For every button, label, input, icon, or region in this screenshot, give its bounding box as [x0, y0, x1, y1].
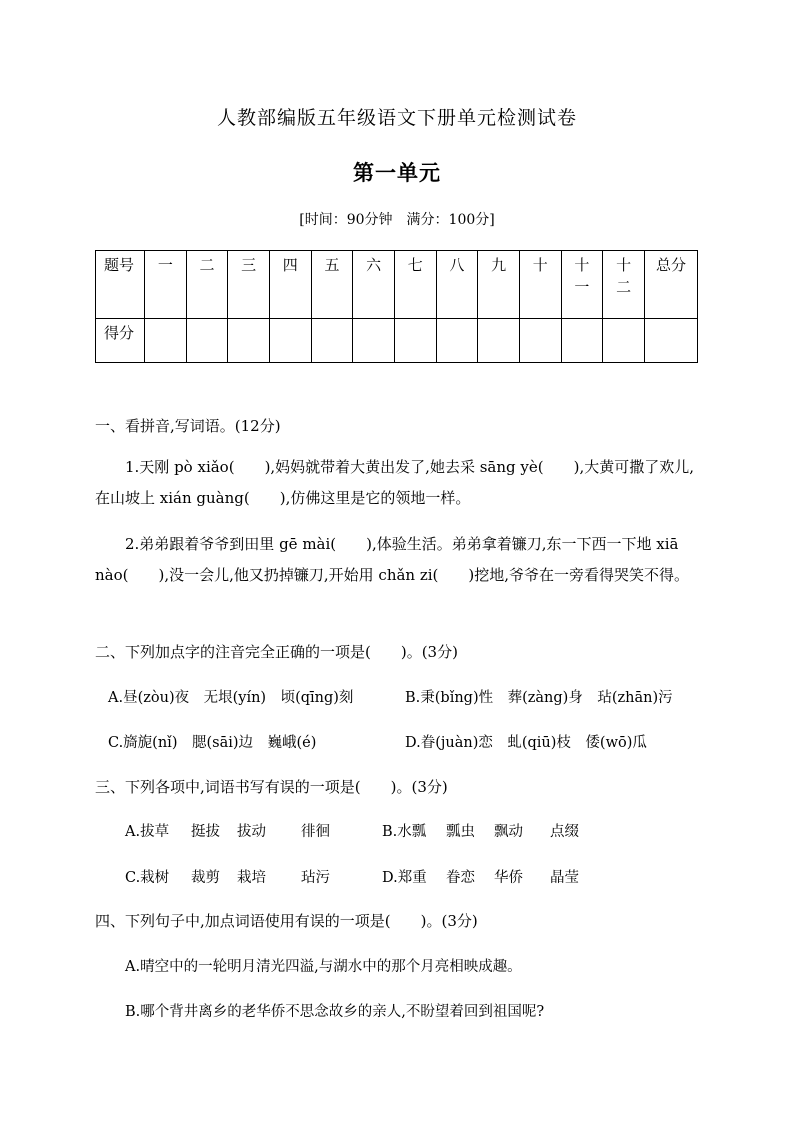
- q4-option-b: B.哪个背井离乡的老华侨不思念故乡的亲人,不盼望着回到祖国呢?: [125, 1004, 545, 1020]
- q3-option-d-word: 晶莹: [550, 870, 579, 886]
- q4-heading: 四、下列句子中,加点词语使用有误的一项是( )。(3分): [95, 912, 478, 930]
- q1-paragraph-1: 1.天刚 pò xiǎo( ),妈妈就带着大黄出发了,她去采 sāng yè( ),大黄可撒了欢儿,在山坡上 xián guàng( ),仿佛这里是它的领地一样。: [95, 458, 694, 507]
- q1-paragraph-2: 2.弟弟跟着爷爷到田里 gē mài( ),体验生活。弟弟拿着镰刀,东一下西一下地 xiā nào( ),没一会儿,他又扔掉镰刀,开始用 chǎn zi( )挖地,爷爷在一旁看得哭笑不得。: [95, 535, 690, 584]
- q3-option-c-word: 裁剪: [191, 870, 220, 886]
- score-table-col: 九: [478, 251, 520, 319]
- score-table-col: 八: [436, 251, 478, 319]
- score-cell[interactable]: [228, 319, 270, 363]
- q3-option-d-word: D.郑重: [382, 870, 427, 886]
- score-table-col: 三: [228, 251, 270, 319]
- score-table-header-row: [96, 251, 698, 319]
- q3-option-c-word: 玷污: [301, 870, 330, 886]
- exam-title: 人教部编版五年级语文下册单元检测试卷: [216, 107, 577, 129]
- q2-heading: 二、下列加点字的注音完全正确的一项是( )。(3分): [95, 643, 458, 661]
- score-cell[interactable]: [561, 319, 603, 363]
- score-table-col-total: 总分: [645, 251, 698, 319]
- q2-option-d: D.眷(juàn)恋 虬(qiū)枝 倭(wō)瓜: [405, 735, 647, 751]
- score-table-row-label: 得分: [96, 319, 145, 363]
- score-table: [95, 250, 698, 363]
- score-table-col: 十: [519, 251, 561, 319]
- q3-option-a-word: 挺拔: [191, 824, 220, 840]
- score-table-score-row: [96, 319, 698, 363]
- q3-option-d-word: 眷恋: [446, 870, 475, 886]
- q1-heading: 一、看拼音,写词语。(12分): [95, 417, 281, 435]
- score-table-col: 五: [311, 251, 353, 319]
- q3-option-a-word: 拔动: [237, 824, 266, 840]
- q3-option-b-word: B.水瓢: [382, 824, 427, 840]
- q2-option-b: B.秉(bǐng)性 葬(zàng)身 玷(zhān)污: [405, 690, 673, 706]
- q3-option-b-word: 飘动: [494, 824, 523, 840]
- score-cell[interactable]: [394, 319, 436, 363]
- unit-title: 第一单元: [353, 160, 441, 185]
- score-table-col: 十一: [561, 251, 603, 319]
- score-cell[interactable]: [436, 319, 478, 363]
- q3-option-b-word: 点缀: [550, 824, 579, 840]
- score-table-col: 七: [394, 251, 436, 319]
- score-cell[interactable]: [186, 319, 228, 363]
- score-table-col: 六: [353, 251, 395, 319]
- score-table-col: 二: [186, 251, 228, 319]
- q3-option-c-word: C.栽树: [125, 870, 170, 886]
- score-table-col: 十二: [603, 251, 645, 319]
- q2-option-a: A.昼(zòu)夜 无垠(yín) 顷(qīng)刻: [108, 690, 354, 706]
- q3-option-b: [382, 820, 579, 841]
- q3-option-a-word: 徘徊: [301, 824, 330, 840]
- q2-option-c: C.旖旎(nǐ) 腮(sāi)边 巍峨(é): [108, 735, 317, 751]
- q3-option-c: [125, 866, 330, 887]
- q3-option-d: [382, 866, 579, 887]
- q3-option-a: [125, 820, 330, 841]
- score-cell[interactable]: [353, 319, 395, 363]
- q3-option-b-word: 瓢虫: [446, 824, 475, 840]
- q3-option-a-word: A.拔草: [125, 824, 170, 840]
- score-cell[interactable]: [603, 319, 645, 363]
- q4-option-a: A.晴空中的一轮明月清光四溢,与湖水中的那个月亮相映成趣。: [125, 959, 522, 975]
- q3-option-d-word: 华侨: [494, 870, 523, 886]
- score-cell[interactable]: [519, 319, 561, 363]
- score-cell[interactable]: [145, 319, 187, 363]
- score-cell[interactable]: [269, 319, 311, 363]
- score-cell-total[interactable]: [645, 319, 698, 363]
- score-cell[interactable]: [478, 319, 520, 363]
- q3-heading: 三、下列各项中,词语书写有误的一项是( )。(3分): [95, 778, 448, 796]
- score-table-header-label: 题号: [96, 251, 145, 319]
- score-table-col: 一: [145, 251, 187, 319]
- time-score-info: [时间：90分钟 满分：100分]: [299, 212, 495, 228]
- score-cell[interactable]: [311, 319, 353, 363]
- q3-option-c-word: 栽培: [237, 870, 266, 886]
- score-table-col: 四: [269, 251, 311, 319]
